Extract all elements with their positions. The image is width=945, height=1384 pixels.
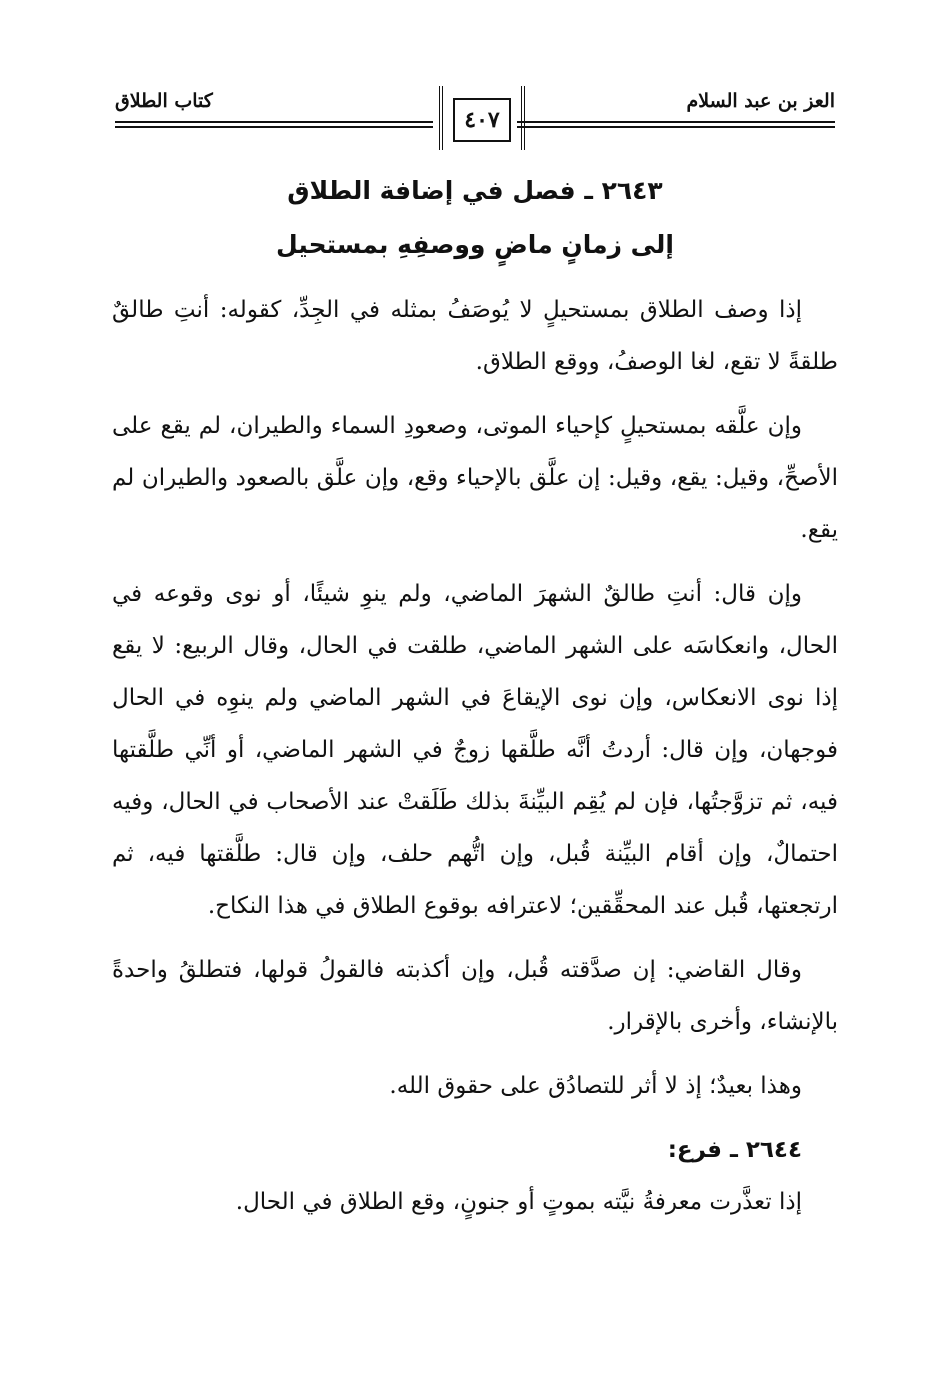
paragraph: وإن قال: أنتِ طالقٌ الشهرَ الماضي، ولم ينوِ شيئًا، أو نوى وقوعه في الحال، وانعكاسَه على الشهر الماضي، طلقت في الحال، وقال الربيع: لا يقع إذا نوى الانعكاس، وإن نوى الإيقاعَ في الشهر الماضي ولم ينوِه في الحال فوجهان، وإن قال: أردتُ أنَّه طلَّقها زوجٌ في الشهر الماضي، أو أنِّي طلَّقتها فيه، ثم تزوَّجتُها، فإن لم يُقِم البيِّنةَ بذلك طَلَقتْ عند الأصحاب في الحال، وفيه احتمالٌ، وإن أقام البيِّنة قُبل، وإن اتُّهم حلف، وإن قال: طلَّقتها فيه، ثم ارتجعتها، قُبل عند المحقِّقين؛ لاعترافه بوقوع الطلاق في هذا النكاح. [112, 581, 838, 919]
page-number-frame [439, 86, 525, 150]
page-header [115, 86, 835, 156]
paragraph: وقال القاضي: إن صدَّقته قُبل، وإن أكذبته فالقولُ قولها، فتطلقُ واحدةً بالإنشاء، وأخرى بالإقرار. [112, 957, 838, 1035]
paragraph: إذا تعذَّرت معرفةُ نيَّته بموتٍ أو جنونٍ، وقع الطلاق في الحال. [235, 1189, 802, 1215]
header-rule [115, 126, 433, 128]
branch-heading: ٢٦٤٤ ـ فرع: [667, 1137, 802, 1163]
paragraph: وإن علَّقه بمستحيلٍ كإحياء الموتى، وصعودِ السماء والطيران، لم يقع على الأصحِّ، وقيل: يقع، وقيل: إن علَّق بالإحياء وقع، وإن علَّق بالصعود والطيران لم يقع. [112, 413, 838, 543]
paragraph: إذا وصف الطلاق بمستحيلٍ لا يُوصَفُ بمثله في الجِدِّ، كقوله: أنتِ طالقٌ طلقةً لا تقع، لغا الوصفُ، ووقع الطلاق. [112, 297, 838, 375]
page-number: ٤٠٧ [453, 98, 511, 142]
section-subtitle: إلى زمانٍ ماضٍ ووصفِهِ بمستحيل [276, 230, 674, 259]
running-head-author: العز بن عبد السلام [686, 90, 835, 112]
running-head-section: كتاب الطلاق [115, 90, 213, 112]
header-rule [115, 121, 433, 123]
paragraph: وهذا بعيدٌ؛ إذ لا أثر للتصادُق على حقوق الله. [389, 1073, 802, 1099]
header-rule [517, 121, 835, 123]
page-body [112, 168, 838, 1240]
section-title: ٢٦٤٣ ـ فصل في إضافة الطلاق [287, 176, 663, 205]
header-rule [517, 126, 835, 128]
